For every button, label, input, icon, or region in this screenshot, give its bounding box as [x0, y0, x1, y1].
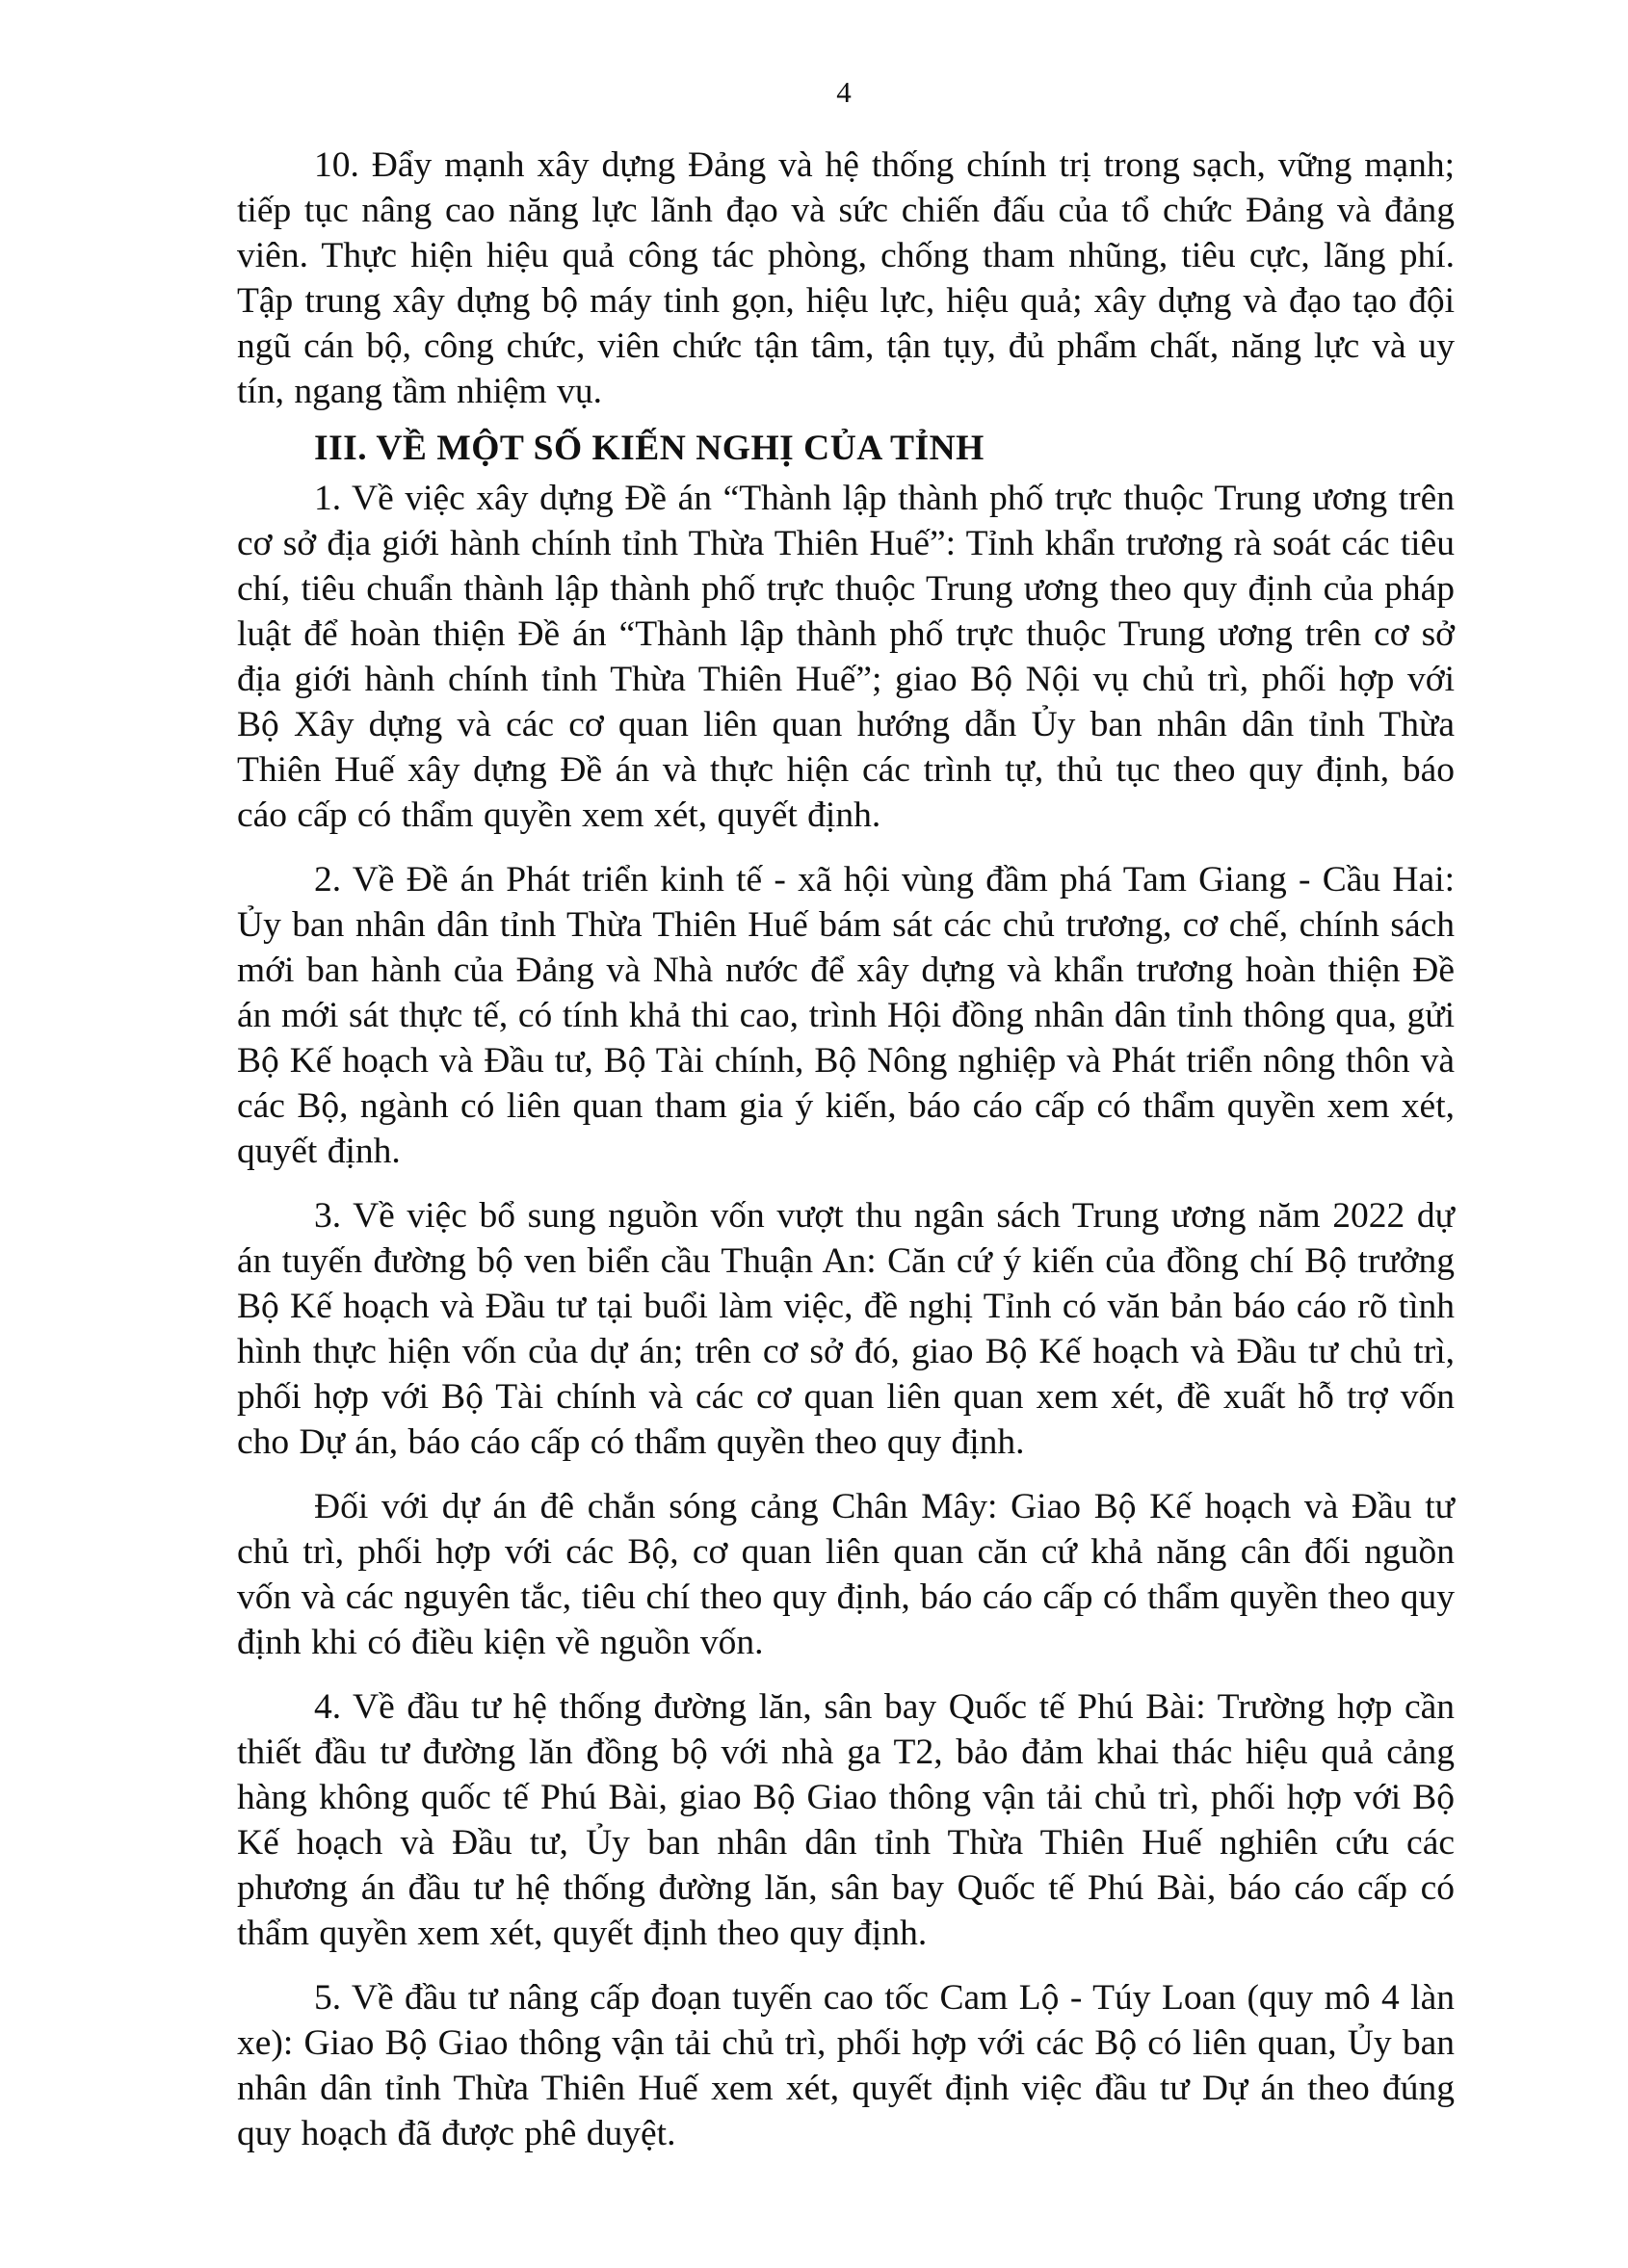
document-body — [237, 143, 1455, 2156]
paragraph-item-1: 1. Về việc xây dựng Đề án “Thành lập thành phố trực thuộc Trung ương trên cơ sở địa giới hành chính tỉnh Thừa Thiên Huế”: Tỉnh khẩn trương rà soát các tiêu chí, tiêu chuẩn thành lập thành phố trực thuộc Trung ương theo quy định của pháp luật để hoàn thiện Đề án “Thành lập thành phố trực thuộc Trung ương trên cơ sở địa giới hành chính tỉnh Thừa Thiên Huế”; giao Bộ Nội vụ chủ trì, phối hợp với Bộ Xây dựng và các cơ quan liên quan hướng dẫn Ủy ban nhân dân tỉnh Thừa Thiên Huế xây dựng Đề án và thực hiện các trình tự, thủ tục theo quy định, báo cáo cấp có thẩm quyền xem xét, quyết định. — [237, 479, 1455, 835]
paragraph-item-3-continued: Đối với dự án đê chắn sóng cảng Chân Mây: Giao Bộ Kế hoạch và Đầu tư chủ trì, phối hợp với các Bộ, cơ quan liên quan căn cứ khả năng cân đối nguồn vốn và các nguyên tắc, tiêu chí theo quy định, báo cáo cấp có thẩm quyền theo quy định khi có điều kiện về nguồn vốn. — [237, 1487, 1455, 1662]
page-number: 4 — [836, 75, 852, 109]
paragraph-item-2: 2. Về Đề án Phát triển kinh tế - xã hội vùng đầm phá Tam Giang - Cầu Hai: Ủy ban nhân dân tỉnh Thừa Thiên Huế bám sát các chủ trương, cơ chế, chính sách mới ban hành của Đảng và Nhà nước để xây dựng và khẩn trương hoàn thiện Đề án mới sát thực tế, có tính khả thi cao, trình Hội đồng nhân dân tỉnh thông qua, gửi Bộ Kế hoạch và Đầu tư, Bộ Tài chính, Bộ Nông nghiệp và Phát triển nông thôn và các Bộ, ngành có liên quan tham gia ý kiến, báo cáo cấp có thẩm quyền xem xét, quyết định. — [237, 860, 1455, 1171]
section-heading: III. VỀ MỘT SỐ KIẾN NGHỊ CỦA TỈNH — [314, 429, 985, 468]
paragraph-item-10: 10. Đẩy mạnh xây dựng Đảng và hệ thống chính trị trong sạch, vững mạnh; tiếp tục nâng cao năng lực lãnh đạo và sức chiến đấu của tổ chức Đảng và đảng viên. Thực hiện hiệu quả công tác phòng, chống tham nhũng, tiêu cực, lãng phí. Tập trung xây dựng bộ máy tinh gọn, hiệu lực, hiệu quả; xây dựng và đạo tạo đội ngũ cán bộ, công chức, viên chức tận tâm, tận tụy, đủ phẩm chất, năng lực và uy tín, ngang tầm nhiệm vụ. — [237, 145, 1455, 411]
paragraph-item-3: 3. Về việc bổ sung nguồn vốn vượt thu ngân sách Trung ương năm 2022 dự án tuyến đường bộ ven biển cầu Thuận An: Căn cứ ý kiến của đồng chí Bộ trưởng Bộ Kế hoạch và Đầu tư tại buổi làm việc, đề nghị Tỉnh có văn bản báo cáo rõ tình hình thực hiện vốn của dự án; trên cơ sở đó, giao Bộ Kế hoạch và Đầu tư chủ trì, phối hợp với Bộ Tài chính và các cơ quan liên quan xem xét, đề xuất hỗ trợ vốn cho Dự án, báo cáo cấp có thẩm quyền theo quy định. — [237, 1196, 1455, 1462]
paragraph-item-5: 5. Về đầu tư nâng cấp đoạn tuyến cao tốc Cam Lộ - Túy Loan (quy mô 4 làn xe): Giao Bộ Giao thông vận tải chủ trì, phối hợp với các Bộ có liên quan, Ủy ban nhân dân tỉnh Thừa Thiên Huế xem xét, quyết định việc đầu tư Dự án theo đúng quy hoạch đã được phê duyệt. — [237, 1978, 1455, 2153]
paragraph-item-4: 4. Về đầu tư hệ thống đường lăn, sân bay Quốc tế Phú Bài: Trường hợp cần thiết đầu tư đường lăn đồng bộ với nhà ga T2, bảo đảm khai thác hiệu quả cảng hàng không quốc tế Phú Bài, giao Bộ Giao thông vận tải chủ trì, phối hợp với Bộ Kế hoạch và Đầu tư, Ủy ban nhân dân tỉnh Thừa Thiên Huế nghiên cứu các phương án đầu tư hệ thống đường lăn, sân bay Quốc tế Phú Bài, báo cáo cấp có thẩm quyền xem xét, quyết định theo quy định. — [237, 1687, 1455, 1953]
